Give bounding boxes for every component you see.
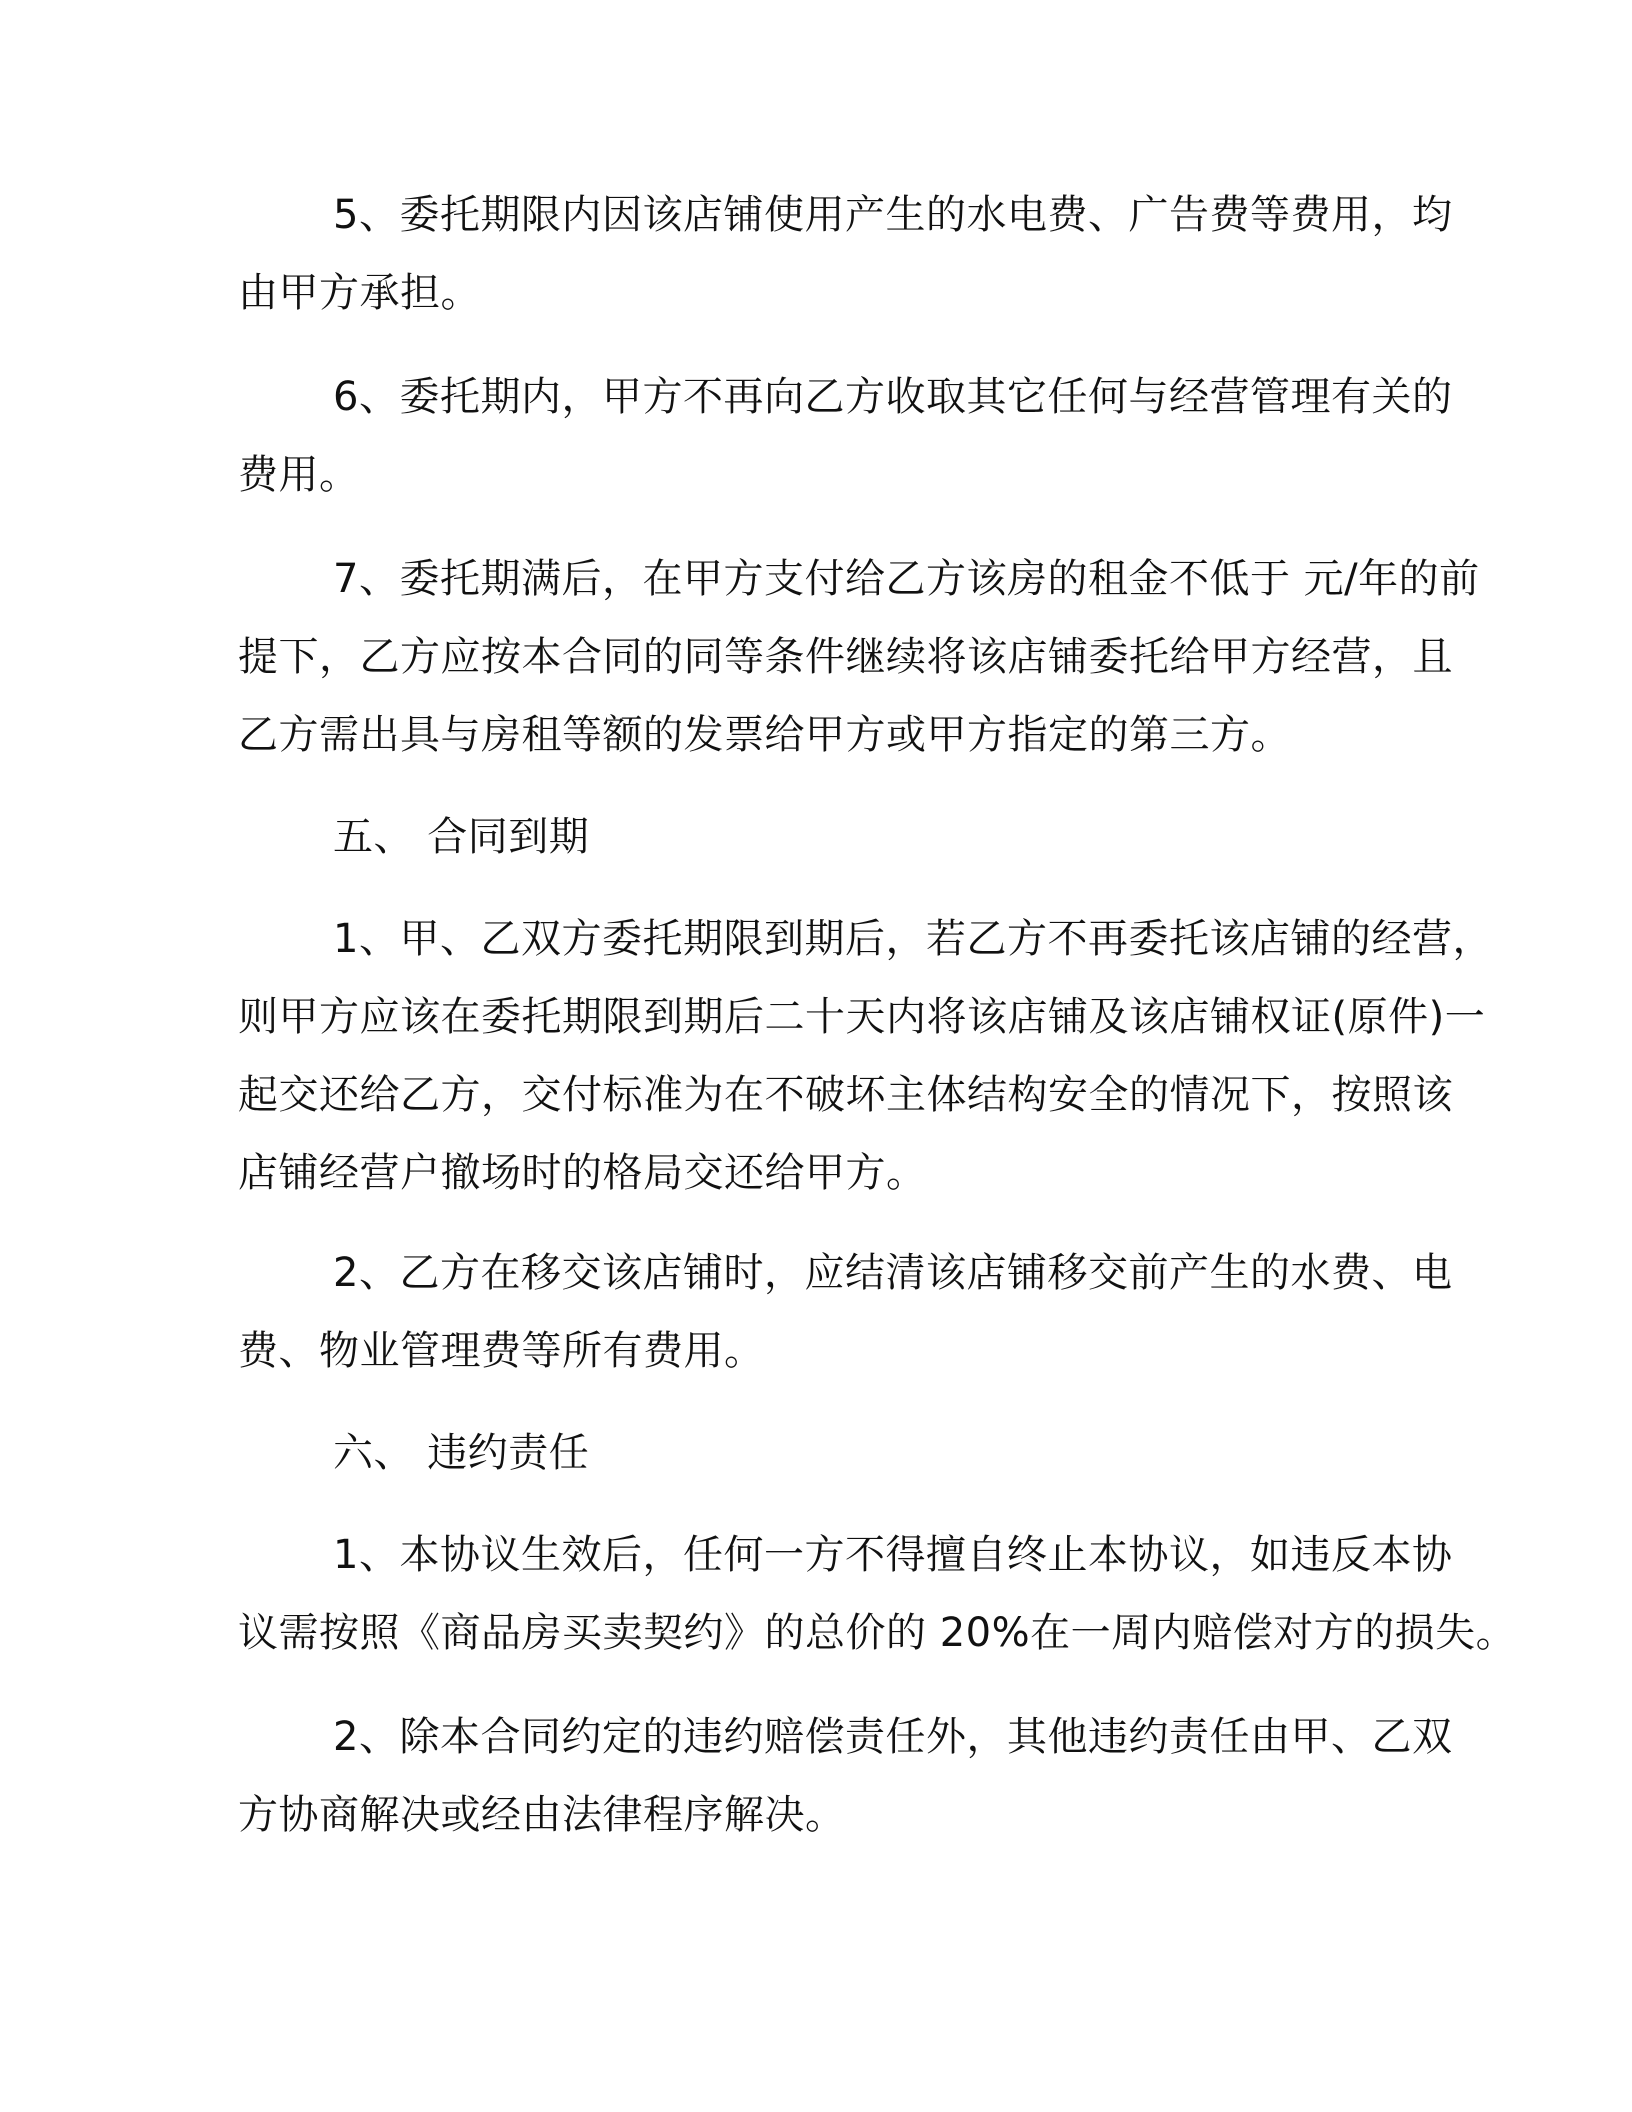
- paragraph-line: 2、乙方在移交该店铺时，应结清该店铺移交前产生的水费、电: [333, 1250, 1453, 1296]
- paragraph-line: 7、委托期满后，在甲方支付给乙方该房的租金不低于 元/年的前: [333, 556, 1480, 602]
- paragraph-line: 1、甲、乙双方委托期限到期后，若乙方不再委托该店铺的经营，: [333, 916, 1493, 962]
- paragraph-line: 则甲方应该在委托期限到期后二十天内将该店铺及该店铺权证(原件)一: [238, 994, 1486, 1040]
- paragraph-line: 6、委托期内，甲方不再向乙方收取其它任何与经营管理有关的: [333, 374, 1453, 420]
- section-heading: 六、 违约责任: [333, 1430, 590, 1476]
- section-heading: 五、 合同到期: [333, 814, 590, 860]
- paragraph-line: 方协商解决或经由法律程序解决。: [238, 1792, 846, 1838]
- paragraph-line: 店铺经营户撤场时的格局交还给甲方。: [238, 1150, 927, 1196]
- paragraph-line: 乙方需出具与房租等额的发票给甲方或甲方指定的第三方。: [238, 712, 1291, 758]
- paragraph-line: 5、委托期限内因该店铺使用产生的水电费、广告费等费用，均: [333, 192, 1453, 238]
- paragraph-line: 费、物业管理费等所有费用。: [238, 1328, 765, 1374]
- paragraph-line: 1、本协议生效后，任何一方不得擅自终止本协议，如违反本协: [333, 1532, 1453, 1578]
- paragraph-line: 提下，乙方应按本合同的同等条件继续将该店铺委托给甲方经营，且: [238, 634, 1453, 680]
- paragraph-line: 议需按照《商品房买卖契约》的总价的 20%在一周内赔偿对方的损失。: [238, 1610, 1517, 1656]
- paragraph-line: 费用。: [238, 452, 360, 498]
- paragraph-line: 起交还给乙方，交付标准为在不破坏主体结构安全的情况下，按照该: [238, 1072, 1453, 1118]
- paragraph-line: 2、除本合同约定的违约赔偿责任外，其他违约责任由甲、乙双: [333, 1714, 1453, 1760]
- paragraph-line: 由甲方承担。: [238, 270, 481, 316]
